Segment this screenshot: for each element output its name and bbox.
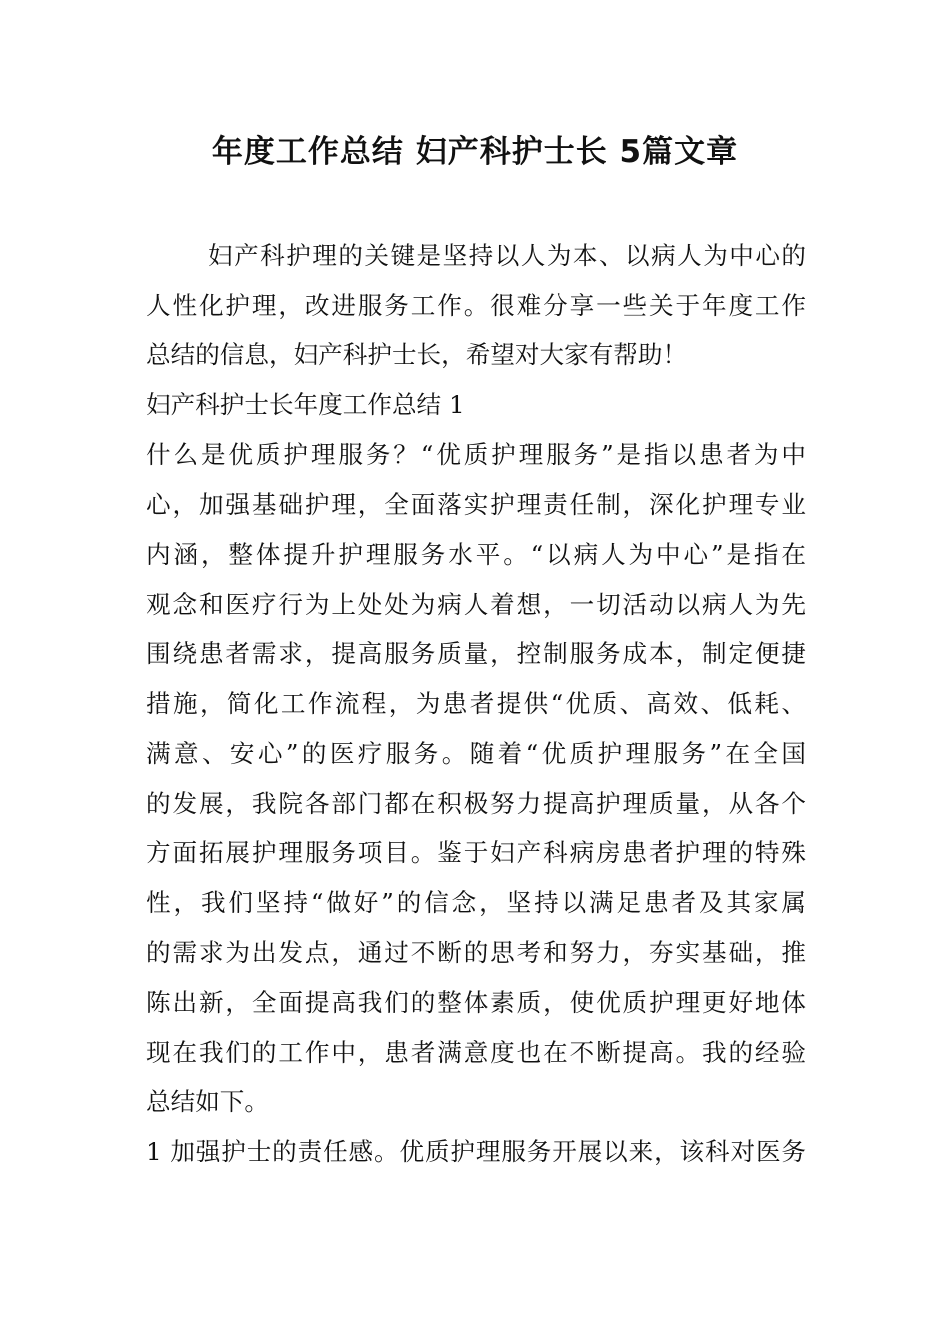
paragraph-line: 的需求为出发点，通过不断的思考和努力，夯实基础，推: [146, 938, 806, 967]
paragraph-line: 观念和医疗行为上处处为病人着想，一切活动以病人为先: [146, 590, 806, 619]
paragraph-line: 措施，简化工作流程，为患者提供“优质、高效、低耗、: [146, 689, 806, 718]
paragraph-line: 的发展，我院各部门都在积极努力提高护理质量，从各个: [146, 789, 806, 818]
paragraph-line: 围绕患者需求，提高服务质量，控制服务成本，制定便捷: [146, 639, 806, 668]
paragraph-line: 什么是优质护理服务？“优质护理服务”是指以患者为中: [146, 440, 806, 469]
paragraph-line: 心，加强基础护理，全面落实护理责任制，深化护理专业: [146, 490, 806, 519]
paragraph-line: 总结的信息，妇产科护士长，希望对大家有帮助！: [146, 340, 688, 369]
section-heading: 妇产科护士长年度工作总结 1: [146, 390, 465, 419]
paragraph-line: 总结如下。: [146, 1087, 269, 1116]
paragraph-line: 性，我们坚持“做好”的信念，坚持以满足患者及其家属: [146, 888, 806, 917]
paragraph-line: 1 加强护士的责任感。优质护理服务开展以来，该科对医务: [146, 1137, 806, 1166]
paragraph-line: 内涵，整体提升护理服务水平。“以病人为中心”是指在: [146, 540, 806, 569]
paragraph-line: 陈出新，全面提高我们的整体素质，使优质护理更好地体: [146, 988, 806, 1017]
paragraph-line: 满意、安心”的医疗服务。随着“优质护理服务”在全国: [146, 739, 806, 768]
document-title: 年度工作总结 妇产科护士长 5篇文章: [211, 134, 739, 170]
paragraph-line: 现在我们的工作中，患者满意度也在不断提高。我的经验: [146, 1038, 806, 1067]
paragraph-line: 妇产科护理的关键是坚持以人为本、以病人为中心的: [208, 241, 806, 270]
paragraph-line: 人性化护理，改进服务工作。很难分享一些关于年度工作: [146, 291, 806, 320]
paragraph-line: 方面拓展护理服务项目。鉴于妇产科病房患者护理的特殊: [146, 838, 806, 867]
